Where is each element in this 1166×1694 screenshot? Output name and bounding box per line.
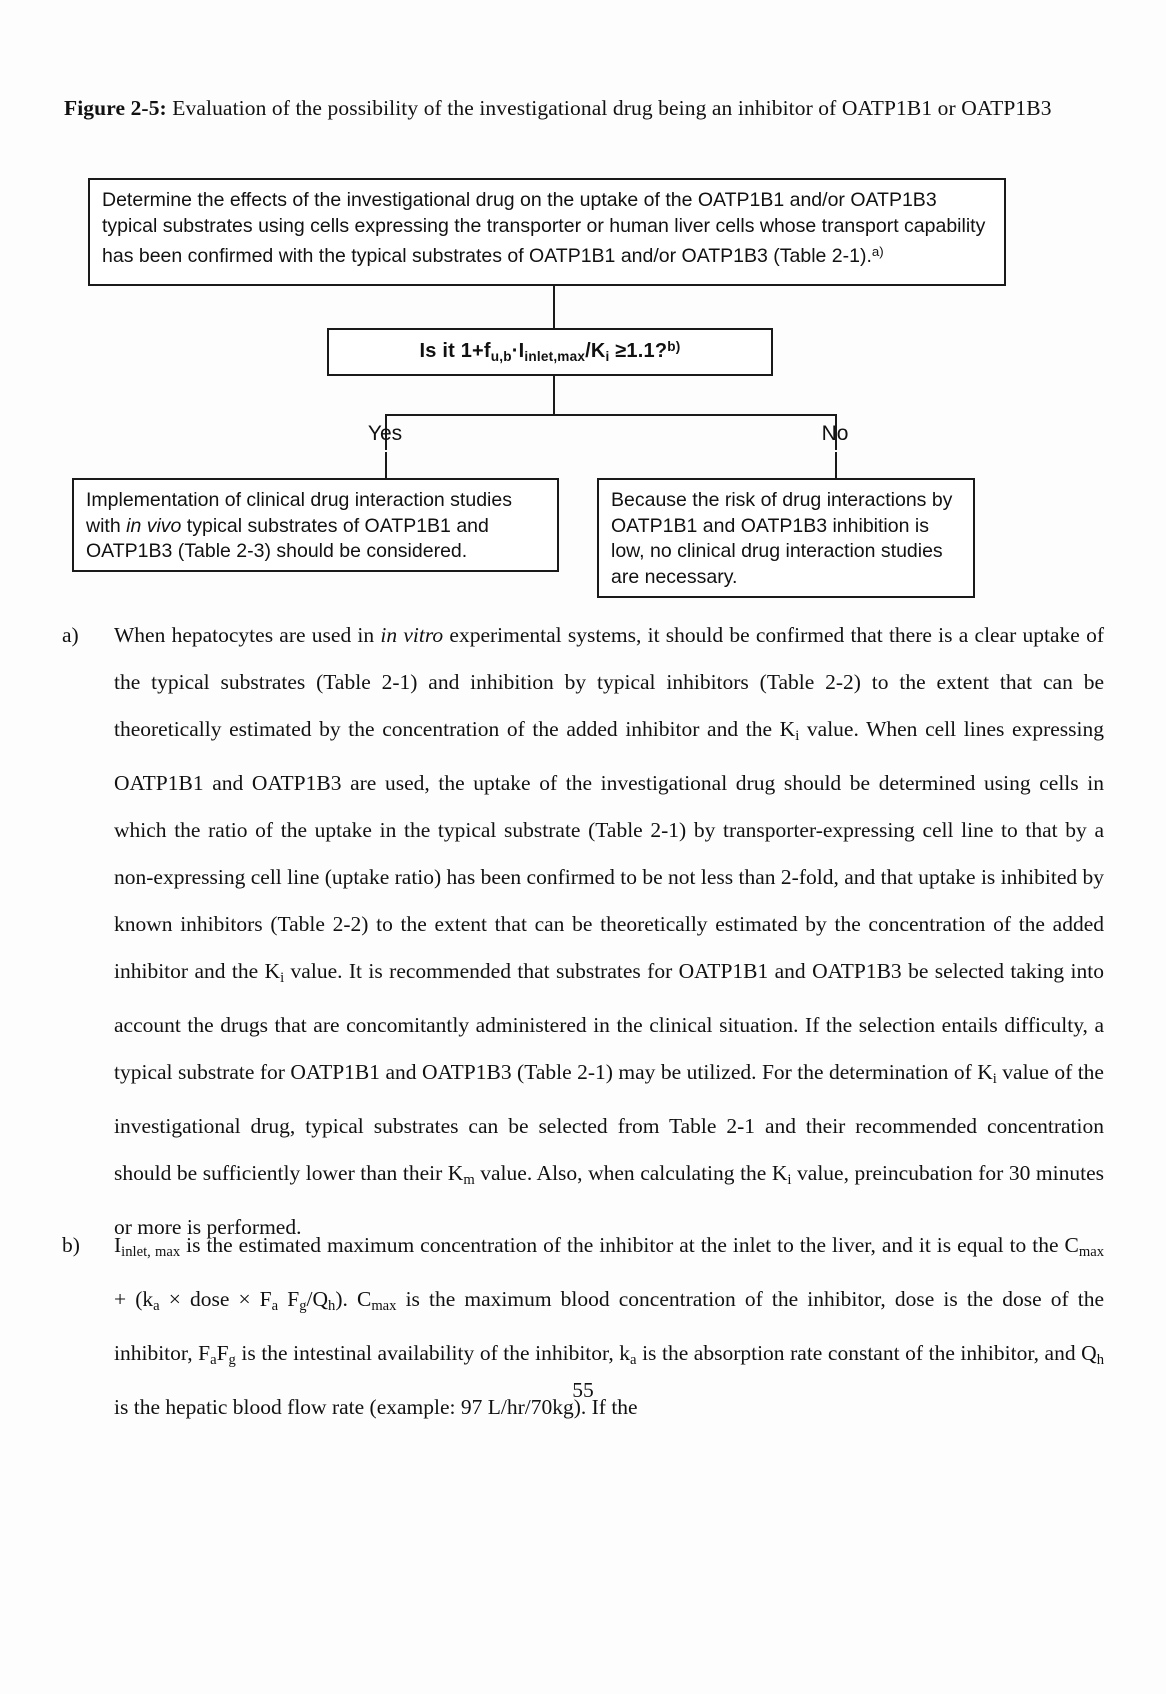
- fa-seg6: value. Also, when calculating the K: [474, 1161, 788, 1186]
- formula-prefix: Is it 1+f: [419, 340, 491, 363]
- fa-seg4: value. It is recommended that substrates for OATP1B1 and OATP1B3 be selected taking into account the drugs that are concomitantly administered in the clinical situation. If the selection entails difficulty, a typical substrate for OATP1B1 and OATP1B3 (Table 2-1) may be utilized. For the determination of K: [114, 959, 1104, 1085]
- no-outcome-text: Because the risk of drug interactions by OATP1B1 and OATP1B3 inhibition is low, no clinical drug interaction studies are necessary.: [611, 489, 953, 588]
- flow-box-no-outcome: [597, 478, 975, 598]
- connector-yes-to-outcome: [385, 452, 387, 478]
- fa-seg7: value, preincubation for 30 minutes or more is performed.: [114, 1161, 1105, 1240]
- fb-seg4: F: [278, 1287, 300, 1312]
- fa-sub3: i: [992, 1071, 997, 1088]
- fa-sub4: m: [463, 1172, 475, 1189]
- fb-seg11: is the hepatic blood flow rate (example: 97 L/hr/70kg). If the: [114, 1395, 638, 1420]
- fb-sub7: a: [210, 1352, 217, 1369]
- fa-sub2: i: [280, 970, 285, 987]
- fb-sub4: g: [299, 1298, 307, 1315]
- fb-sub3: a: [271, 1298, 279, 1315]
- yes-outcome-text-post: typical substrates of OATP1B1 and OATP1B3 (Table 2-3) should be considered.: [86, 514, 489, 562]
- fa-seg2: experimental systems, it should be confirmed that there is a clear uptake of the typical substrates (Table 2-1) and inhibition by typical inhibitors (Table 2-2) to the extent that can be theoretically estimated by the concentration of the added inhibitor and the K: [114, 623, 1104, 741]
- page-number: 55: [572, 1378, 594, 1402]
- fa-sub5: i: [787, 1172, 792, 1189]
- fb-sub5: h: [328, 1298, 336, 1315]
- fa-seg1: When hepatocytes are used in: [114, 623, 381, 647]
- fb-seg10: is the absorption rate constant of the inhibitor, and Q: [636, 1341, 1097, 1366]
- fa-italic-in-vitro: in vitro: [380, 623, 444, 647]
- connector-determine-to-decision: [553, 286, 555, 328]
- formula-sub-i: i: [605, 349, 610, 365]
- fb-seg5: /Q: [306, 1287, 329, 1312]
- flow-box-determine-text: Determine the effects of the investigational drug on the uptake of the OATP1B1 and/or OATP1B3 typical substrates using cells expressing the transporter or human liver cells whose transport capability has been confirmed with the typical substrates of OATP1B1 and/or OATP1B3 (Table 2-1).: [102, 189, 986, 267]
- fb-seg3: × dose × F: [159, 1287, 272, 1312]
- fb-sub8: g: [228, 1352, 236, 1369]
- branch-label-no: No: [821, 422, 849, 445]
- fa-seg3: value. When cell lines expressing OATP1B1 and OATP1B3 are used, the uptake of the investigational drug should be determined using cells in which the ratio of the uptake in the typical substrate (Table 2-1) by transporter-expressing cell line to that by a non-expressing cell line (uptake ratio) has been confirmed to be not less than 2-fold, and that uptake is inhibited by known inhibitors (Table 2-2) to the extent that can be theoretically estimated by the concentration of the added inhibitor and the K: [114, 717, 1104, 984]
- formula-sub-inletmax: inlet,max: [524, 349, 586, 365]
- fa-seg5: value of the investigational drug, typical substrates can be selected from Table 2-1 and their recommended concentration should be sufficiently lower than their K: [114, 1060, 1104, 1186]
- footnote-marker-b-ref: b): [667, 339, 681, 355]
- fb-seg1: is the estimated maximum concentration of the inhibitor at the inlet to the liver, and it is equal to the C: [180, 1233, 1079, 1257]
- formula-divider: /K: [585, 340, 606, 363]
- formula-comparator: ≥1.1?: [609, 340, 668, 363]
- decision-formula: [419, 334, 680, 369]
- connector-no-to-outcome: [835, 452, 837, 478]
- fa-sub1: i: [795, 728, 800, 745]
- footnote-b-marker: b): [62, 1233, 80, 1257]
- fb-seg9: is the intestinal availability of the inhibitor, k: [235, 1341, 631, 1366]
- flow-box-yes-outcome: [72, 478, 559, 572]
- fb-lead-sub: inlet, max: [121, 1244, 181, 1261]
- flow-box-determine: [88, 178, 1006, 286]
- fb-sub2: a: [153, 1298, 160, 1315]
- figure-caption-text: Evaluation of the possibility of the investigational drug being an inhibitor of OATP1B1 or OATP1B3: [166, 96, 1052, 120]
- connector-decision-stem: [553, 376, 555, 414]
- yes-outcome-text-pre: Implementation of clinical drug interaction studies with: [86, 489, 512, 537]
- footnote-a: [62, 612, 1104, 1251]
- formula-mid: ·I: [511, 340, 525, 363]
- fb-seg7: is the maximum blood concentration of the inhibitor, dose is the dose of the inhibitor, F: [114, 1287, 1104, 1366]
- connector-branch-bar: [385, 414, 837, 416]
- branch-label-yes: Yes: [367, 422, 403, 445]
- flow-box-decision: [327, 328, 773, 376]
- fb-lead: I: [114, 1233, 122, 1257]
- footnote-marker-a-ref: a): [871, 244, 884, 259]
- fb-seg2: + (k: [114, 1287, 154, 1312]
- fb-sub9: a: [630, 1352, 637, 1369]
- fb-seg8: F: [216, 1341, 229, 1366]
- footnote-a-marker: a): [62, 623, 79, 647]
- formula-sub-fub: u,b: [490, 349, 512, 365]
- footnote-a-body: [114, 612, 1104, 1251]
- fb-sub10: h: [1096, 1352, 1104, 1369]
- fb-sub6: max: [371, 1298, 397, 1315]
- flowchart: [0, 0, 1166, 620]
- figure-label: Figure 2-5:: [64, 96, 167, 120]
- fb-seg6: ). C: [335, 1287, 372, 1312]
- fb-sub1: max: [1078, 1244, 1104, 1261]
- yes-outcome-italic: in vivo: [126, 514, 182, 537]
